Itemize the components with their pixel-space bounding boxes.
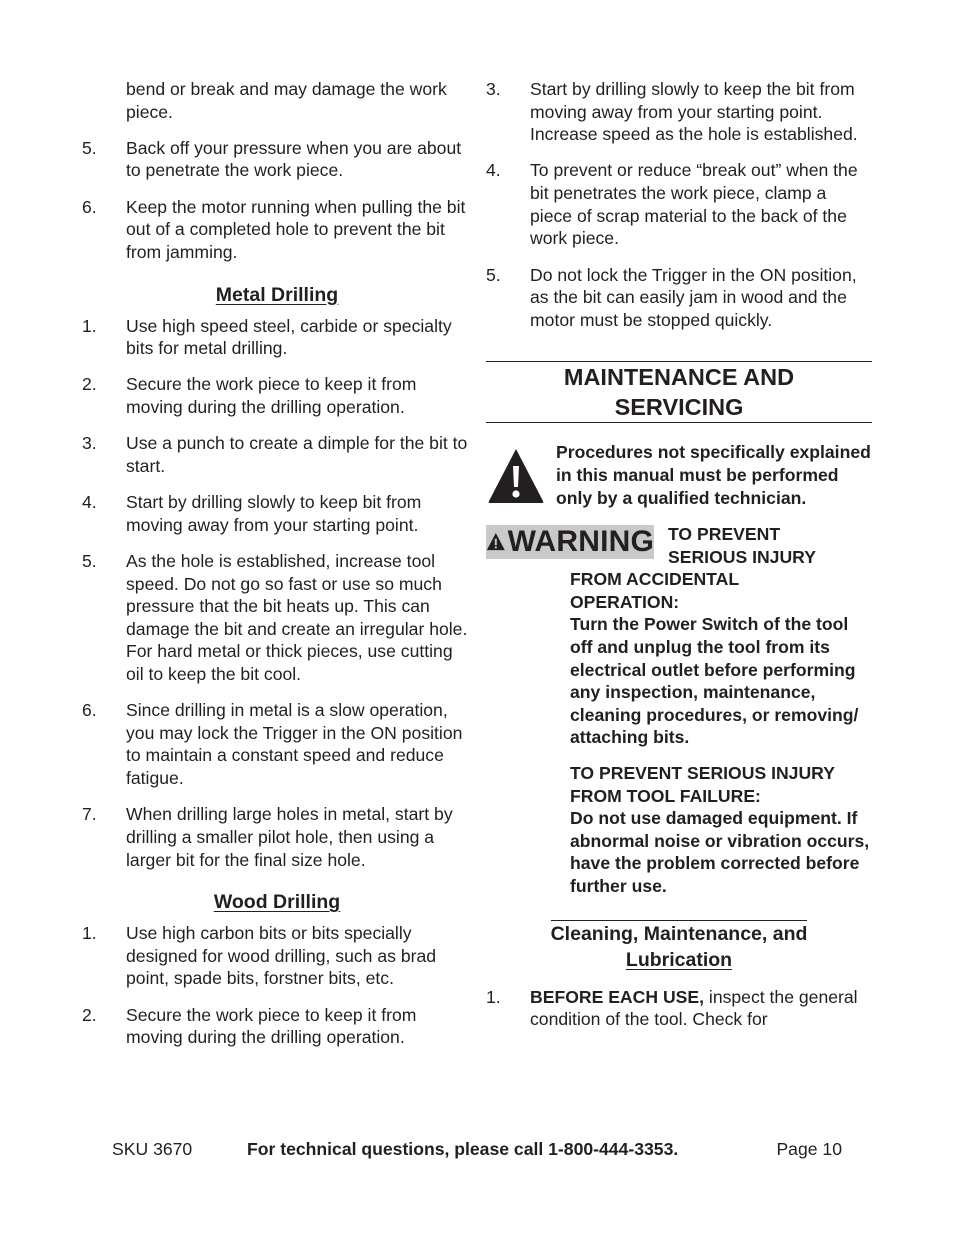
item-text: To prevent or reduce “break out” when the bit penetrates the work piece, clamp a piece of scrap material to the back of the work piece. <box>530 160 858 249</box>
page-footer <box>112 1139 842 1163</box>
list-item <box>82 196 472 264</box>
item-number: 2. <box>82 1004 97 1025</box>
item-text: Use high carbon bits or bits specially designed for wood drilling, such as brad point, spade bits, forstner bits, etc. <box>126 923 437 989</box>
item-text: When drilling large holes in metal, start by drilling a smaller pilot hole, then using a larger bit for the final size hole. <box>126 804 453 870</box>
metal-drilling-heading: Metal Drilling <box>215 283 339 306</box>
list-item <box>82 373 472 418</box>
sku-number: SKU 3670 <box>112 1139 193 1159</box>
cleaning-heading <box>486 920 872 973</box>
item-text: Start by drilling slowly to keep the bit from moving away from your starting point. Increase speed as the hole is established. <box>530 79 858 145</box>
list-item <box>82 315 472 360</box>
warning-body: Turn the Power Switch of the tool off and unplug the tool from its electrical outlet before performing any inspection, maintenance, cleaning procedures, or removing/ attaching bits. <box>570 614 859 748</box>
item-number: 6. <box>82 700 97 721</box>
item-number: 1. <box>82 315 97 336</box>
list-item <box>82 1004 472 1049</box>
item-text: As the hole is established, increase tool speed. Do not go so fast or use so much pressure that the bit heats up. This can damage the bit and create an irregular hole. For hard metal or thick pieces, use cutting oil to keep the bit cool. <box>126 551 468 684</box>
list-item <box>82 803 472 871</box>
item-number: 5. <box>486 264 501 285</box>
caution-text: Procedures not specifically explained in this manual must be performed only by a qualified technician. <box>556 442 871 508</box>
warning-label: WARNING <box>507 524 654 558</box>
item-number: 1. <box>486 986 501 1007</box>
warning-line: TO PREVENT <box>668 524 781 545</box>
item-number: 2. <box>82 374 97 395</box>
item-number: 4. <box>486 160 501 181</box>
item-text: Secure the work piece to keep it from moving during the drilling operation. <box>126 1004 417 1048</box>
warning2-heading: TO PREVENT SERIOUS INJURY FROM TOOL FAILURE: <box>570 763 835 806</box>
item-number: 7. <box>82 804 97 825</box>
item-number: 3. <box>82 433 97 454</box>
list-item <box>82 137 472 182</box>
item-number: 6. <box>82 196 97 217</box>
item-text: Use high speed steel, carbide or specialty bits for metal drilling. <box>126 315 452 359</box>
warning-triangle-icon <box>486 530 506 554</box>
maintenance-heading-line2: SERVICING <box>614 394 744 421</box>
item-text: Use a punch to create a dimple for the bit to start. <box>126 433 468 476</box>
list-item <box>486 159 872 249</box>
warning2-body: Do not use damaged equipment. If abnormal noise or vibration occurs, have the problem corrected before further use. <box>570 808 870 896</box>
warning-content <box>486 568 872 897</box>
maintenance-heading-line1: MAINTENANCE AND <box>563 364 795 391</box>
right-column <box>486 78 872 1044</box>
item-number: 4. <box>82 492 97 513</box>
list-item <box>82 550 472 686</box>
wood-drilling-heading: Wood Drilling <box>213 891 341 914</box>
item-text: Start by drilling slowly to keep bit from moving away from your starting point. <box>126 492 422 535</box>
item-text: Secure the work piece to keep it from moving during the drilling operation. <box>126 374 417 417</box>
item-number: 5. <box>82 551 97 572</box>
warning-block <box>486 523 872 898</box>
warning-badge <box>486 525 654 559</box>
list-item <box>486 986 872 1031</box>
cleaning-heading-line2: Lubrication <box>625 948 733 971</box>
tech-support-line: For technical questions, please call 1-800-444-3353. <box>247 1139 679 1159</box>
list-item <box>486 264 872 332</box>
cleaning-heading-line1: Cleaning, Maintenance, and <box>551 920 808 947</box>
continued-text: bend or break and may damage the work piece. <box>126 79 447 122</box>
caution-triangle-icon <box>486 446 546 506</box>
item-text: Keep the motor running when pulling the bit out of a completed hole to prevent the bit from jamming. <box>126 196 466 262</box>
warning-line: FROM ACCIDENTAL <box>570 569 740 590</box>
item-number: 5. <box>82 137 97 158</box>
warning-line: SERIOUS INJURY <box>668 546 816 567</box>
left-column <box>82 78 472 1062</box>
list-item <box>82 922 472 990</box>
item-number: 1. <box>82 923 97 944</box>
list-item <box>82 699 472 789</box>
list-item <box>486 78 872 146</box>
item-number: 3. <box>486 79 501 99</box>
warning-line: OPERATION: <box>570 591 680 612</box>
item-text: Do not lock the Trigger in the ON position, as the bit can easily jam in wood and the motor must be stopped quickly. <box>530 264 857 330</box>
list-item <box>82 432 472 477</box>
item-text: BEFORE EACH USE, inspect the general condition of the tool. Check for <box>530 986 858 1030</box>
list-item <box>82 491 472 536</box>
caution-block <box>486 441 872 509</box>
page-number: Page 10 <box>776 1139 842 1159</box>
item-text: Since drilling in metal is a slow operation, you may lock the Trigger in the ON position to maintain a constant speed and reduce fatigue. <box>126 700 463 789</box>
item-text: Back off your pressure when you are about to penetrate the work piece. <box>126 137 462 181</box>
maintenance-heading <box>486 361 872 423</box>
